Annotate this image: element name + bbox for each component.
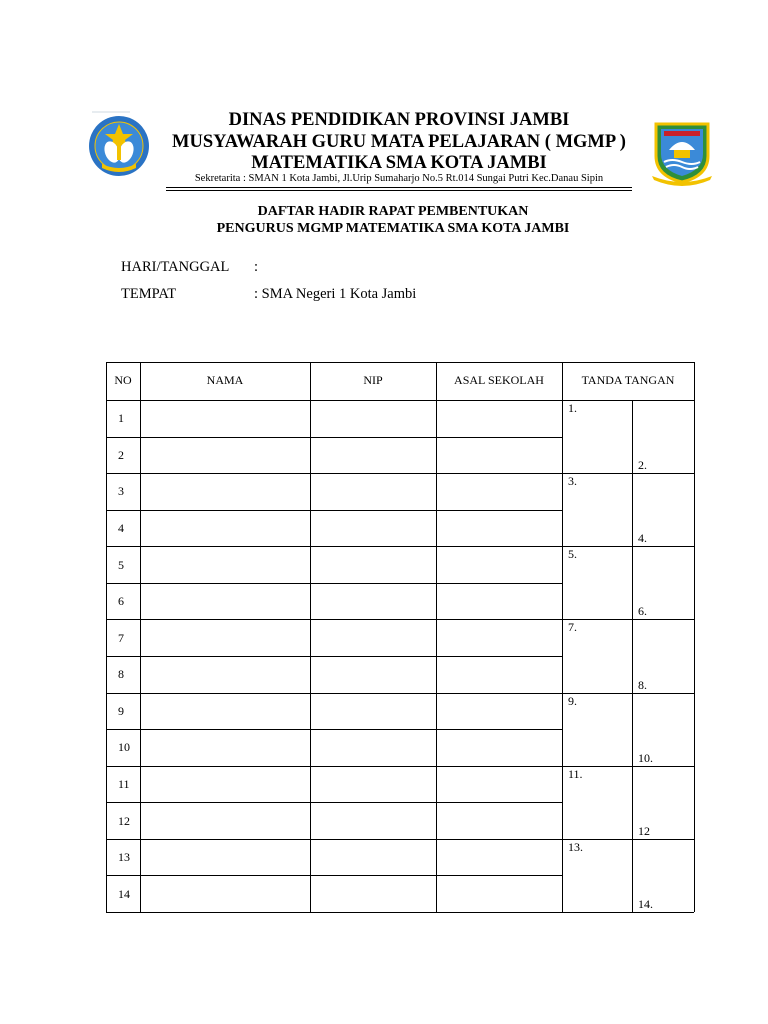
signature-number-even: 14. xyxy=(638,897,653,911)
header-line-3: MATEMATIKA SMA KOTA JAMBI xyxy=(251,153,547,173)
table-column-divider xyxy=(310,362,311,912)
table-row-line xyxy=(106,510,562,511)
table-row-line xyxy=(106,766,562,767)
signature-number-even: 2. xyxy=(638,458,647,473)
row-number: 14 xyxy=(118,886,130,901)
table-header-cell: ASAL SEKOLAH xyxy=(454,373,544,387)
header-rule-top xyxy=(166,187,632,188)
table-header-cell: NIP xyxy=(363,373,383,387)
signature-number-odd: 13. xyxy=(568,839,583,854)
signature-number-odd: 5. xyxy=(568,547,577,562)
row-number: 4 xyxy=(118,521,124,535)
header-line-1: DINAS PENDIDIKAN PROVINSI JAMBI xyxy=(228,110,570,130)
signature-number-even: 10. xyxy=(638,750,653,765)
row-number: 13 xyxy=(118,850,130,865)
table-border-right xyxy=(694,362,695,912)
table-row-line xyxy=(106,656,562,657)
header-address: Sekretarita : SMAN 1 Kota Jambi, Jl.Urip Sumaharjo No.5 Rt.014 Sungai Putri Kec.Danau Sipin xyxy=(194,173,604,184)
table-header-bottom xyxy=(106,400,694,401)
signature-number-odd: 9. xyxy=(568,693,577,708)
signature-row-line xyxy=(562,619,694,620)
table-header-cell: NO xyxy=(114,373,132,387)
row-number: 5 xyxy=(118,557,124,572)
row-number: 10 xyxy=(118,740,130,755)
row-number: 2 xyxy=(118,447,124,462)
table-border-bottom xyxy=(106,912,694,913)
table-column-divider xyxy=(436,362,437,912)
table-row-line xyxy=(106,729,562,730)
attendance-table xyxy=(106,362,694,912)
table-column-divider xyxy=(562,362,563,912)
row-number: 12 xyxy=(118,813,130,828)
row-number: 1 xyxy=(118,411,124,426)
signature-number-even: 4. xyxy=(638,531,647,546)
table-border-left xyxy=(106,362,107,912)
table-row-line xyxy=(106,875,562,876)
document-title-line-2: PENGURUS MGMP MATEMATIKA SMA KOTA JAMBI xyxy=(216,221,570,236)
signature-row-line xyxy=(562,473,694,474)
tut-wuri-handayani-logo xyxy=(88,110,154,182)
table-column-divider xyxy=(140,362,141,912)
table-header-cell: TANDA TANGAN xyxy=(581,373,675,387)
header-rule-bottom xyxy=(166,190,632,191)
signature-number-odd: 7. xyxy=(568,620,577,635)
jambi-province-emblem xyxy=(652,120,712,186)
row-number: 11 xyxy=(118,777,130,791)
document-title-line-1: DAFTAR HADIR RAPAT PEMBENTUKAN xyxy=(257,204,529,219)
table-row-line xyxy=(106,473,562,474)
tempat-value: : SMA Negeri 1 Kota Jambi xyxy=(254,286,417,302)
row-number: 8 xyxy=(118,667,124,682)
signature-number-even: 8. xyxy=(638,677,647,692)
row-number: 7 xyxy=(118,630,124,645)
signature-number-odd: 1. xyxy=(568,401,577,415)
tut-wuri-handayani-icon xyxy=(88,110,154,182)
hari-tanggal-label: HARI/TANGGAL xyxy=(121,259,230,275)
row-number: 9 xyxy=(118,703,124,718)
table-row-line xyxy=(106,583,562,584)
signature-number-odd: 11. xyxy=(568,766,583,781)
table-row-line xyxy=(106,802,562,803)
table-row-line xyxy=(106,693,562,694)
signature-number-even: 12 xyxy=(638,823,650,838)
signature-row-line xyxy=(562,546,694,547)
signature-column-divider xyxy=(632,400,633,912)
table-row-line xyxy=(106,619,562,620)
tempat-label: TEMPAT xyxy=(121,286,177,302)
signature-number-even: 6. xyxy=(638,604,647,619)
table-row-line xyxy=(106,546,562,547)
hari-tanggal-value: : xyxy=(254,259,259,275)
signature-row-line xyxy=(562,693,694,694)
signature-number-odd: 3. xyxy=(568,474,577,489)
table-header-cell: NAMA xyxy=(206,373,244,387)
table-border-top xyxy=(106,362,694,363)
row-number: 6 xyxy=(118,594,124,609)
row-number: 3 xyxy=(118,484,124,499)
table-row-line xyxy=(106,437,562,438)
table-row-line xyxy=(106,839,562,840)
header-line-2: MUSYAWARAH GURU MATA PELAJARAN ( MGMP ) xyxy=(172,132,626,152)
jambi-emblem-icon xyxy=(652,120,712,186)
